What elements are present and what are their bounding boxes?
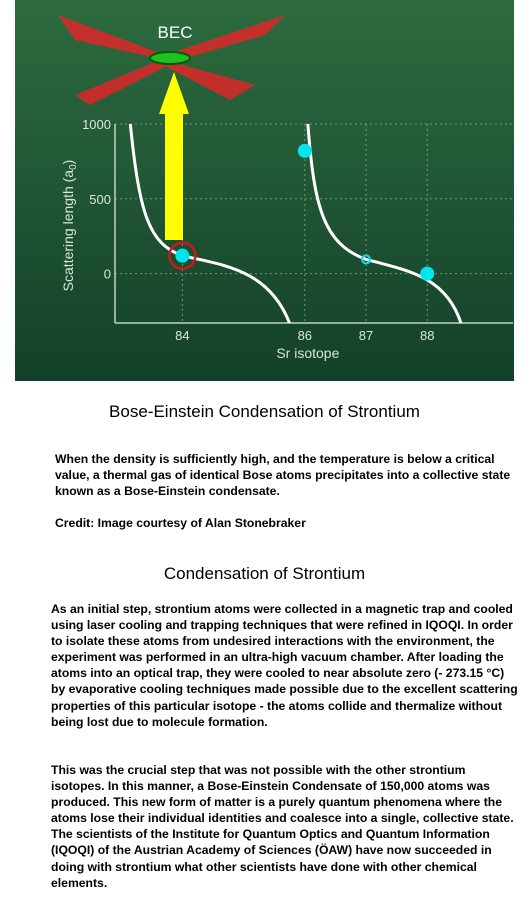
figure-caption: When the density is sufficiently high, and the temperature is below a critical value, a thermal gas of identical Bose atoms precipitates into a collective state known as a Bose-Einstein condensate. [55,452,511,499]
figure-title: Bose-Einstein Condensation of Strontium [109,402,420,421]
data-point-isotope-86 [298,144,312,158]
figure-credit: Credit: Image courtesy of Alan Stonebraker [55,516,306,530]
x-tick-label: 86 [297,328,313,343]
figure-background [15,0,514,381]
data-point-isotope-88 [420,267,434,281]
arrow-shaft [165,112,183,240]
y-tick-label: 500 [89,191,111,207]
body-paragraph: This was the crucial step that was not possible with the other strontium isotopes. In this manner, a Bose-Einstein Condensate of 150,000 atoms was produced. This new form of matter is a purely quantum phenomena where the atoms lose their individual identities and coalesce into a single, collective state. The scientists of the Institute for Quantum Optics and Quantum Information (IQOQI) of the Austrian Academy of Sciences (ÖAW) have now succeeded in doing with strontium what other scientists have done with other chemical elements. [51,763,514,890]
section-title: Condensation of Strontium [163,564,366,583]
y-tick-label: 1000 [82,117,111,132]
x-tick-label: 84 [175,328,190,343]
condensate-ellipse [150,52,190,64]
body-paragraph: As an initial step, strontium atoms were collected in a magnetic trap and cooled using laser cooling and trapping techniques that were refined in IQOQI. In order to isolate these atoms from undesired interactions with the environment, the experiment was performed in an ultra-high vacuum chamber. After loading the atoms into an optical trap, they were cooled to near absolute zero (- 273.15 °C) by evaporative cooling techniques made possible due to the excellent scattering properties of this particular isotope - the atoms collide and thermalize without being lost due to molecule formation. [51,602,518,729]
bec-figure [15,0,514,381]
data-point-isotope-84 [175,249,189,263]
y-tick-label: 0 [103,266,111,282]
bec-label: BEC [157,23,193,42]
x-tick-label: 87 [358,328,374,343]
y-axis-label: Scattering length $(a_0)$ [60,159,79,292]
x-axis-label: Sr isotope [276,345,340,361]
x-tick-label: 88 [420,328,435,343]
